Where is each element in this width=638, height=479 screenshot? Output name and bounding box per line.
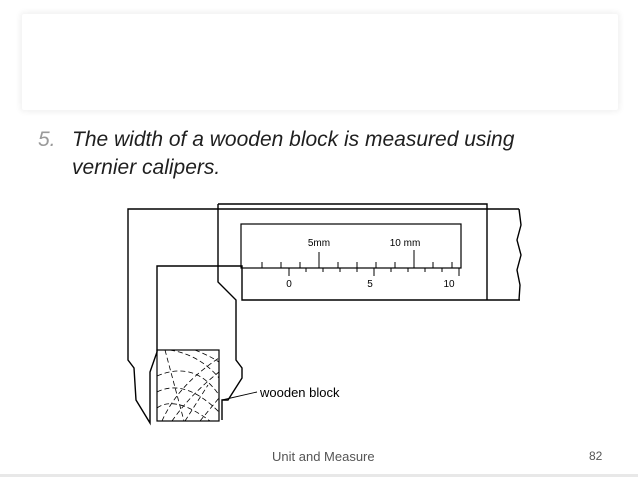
wooden-block-label: wooden block (260, 385, 340, 400)
footer-title: Unit and Measure (272, 449, 375, 464)
vernier-slider (218, 204, 487, 420)
vernier-label-5: 5 (367, 279, 373, 290)
page-number: 82 (589, 449, 603, 463)
main-scale-label-5mm: 5mm (307, 238, 331, 249)
question-line-1-text: The width of a wooden block is measured using (72, 128, 515, 151)
scale-window (241, 224, 461, 268)
beam-break (517, 209, 521, 300)
bottom-divider (0, 474, 638, 477)
wooden-block (157, 350, 219, 421)
main-scale-label-10mm: 10 mm (389, 238, 421, 249)
vernier-label-10: 10 (443, 279, 455, 290)
question-number: 5. (38, 128, 56, 151)
vernier-scale-ticks (289, 268, 459, 276)
callout-leader (222, 392, 257, 400)
main-scale-ticks (262, 250, 452, 268)
question-line-2: vernier calipers. (72, 156, 221, 179)
vernier-label-0: 0 (286, 279, 292, 290)
